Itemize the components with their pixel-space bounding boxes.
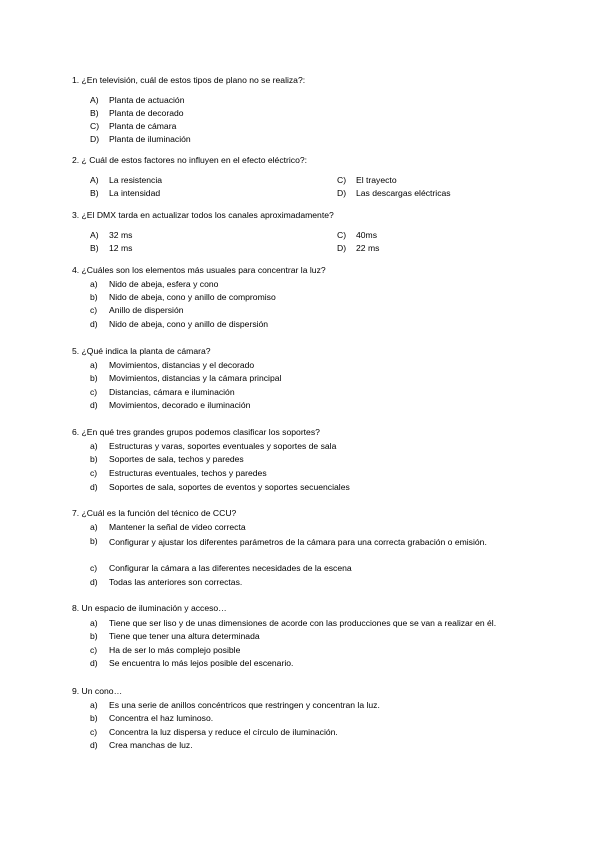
- option-letter: a): [90, 441, 98, 451]
- option-letter: b): [90, 292, 98, 302]
- option-letter: a): [90, 700, 98, 710]
- q1-option-c: [90, 121, 176, 132]
- option-text: Las descargas eléctricas: [356, 188, 451, 198]
- q4-option-a: [90, 279, 218, 290]
- option-text: Estructuras eventuales, techos y paredes: [109, 468, 267, 478]
- option-text: Nido de abeja, cono y anillo de compromiso: [109, 292, 276, 302]
- q2-option-c: [337, 175, 397, 186]
- option-letter: c): [90, 727, 98, 737]
- option-letter: a): [90, 279, 98, 289]
- q4-option-d: [90, 319, 268, 330]
- q8-option-c: [90, 645, 240, 656]
- option-letter: c): [90, 563, 98, 573]
- q2-option-d: [337, 188, 451, 199]
- option-text: La intensidad: [109, 188, 161, 198]
- q9-option-a: [90, 700, 380, 711]
- question-6-text: 6. ¿En qué tres grandes grupos podemos clasificar los soportes?: [72, 427, 320, 437]
- option-letter: C): [337, 230, 347, 240]
- option-text: 22 ms: [356, 243, 380, 253]
- option-text: Tiene que ser liso y de unas dimensiones de acorde con las producciones que se van a realizar en él.: [109, 618, 497, 628]
- option-text: Es una serie de anillos concéntricos que restringen y concentran la luz.: [109, 700, 380, 710]
- option-text: Movimientos, distancias y el decorado: [109, 360, 255, 370]
- question-9-text: 9. Un cono…: [72, 686, 123, 696]
- option-letter: C): [90, 121, 100, 131]
- option-text: Configurar la cámara a las diferentes necesidades de la escena: [109, 563, 352, 573]
- option-letter: a): [90, 522, 98, 532]
- option-text: Concentra el haz luminoso.: [109, 713, 214, 723]
- option-text: 40ms: [356, 230, 378, 240]
- q2-option-b: [90, 188, 160, 199]
- q5-option-a: [90, 360, 254, 371]
- q9-option-d: [90, 740, 193, 751]
- q7-option-c: [90, 563, 352, 574]
- q3-option-c: [337, 230, 377, 241]
- q8-option-a: [90, 618, 496, 629]
- option-text: La resistencia: [109, 175, 163, 185]
- option-text: Movimientos, distancias y la cámara principal: [109, 373, 282, 383]
- option-letter: D): [337, 188, 347, 198]
- option-letter: b): [90, 536, 98, 546]
- q7-option-d: [90, 577, 242, 588]
- option-text: Anillo de dispersión: [109, 305, 184, 315]
- question-3-text: 3. ¿El DMX tarda en actualizar todos los canales aproximadamente?: [72, 210, 334, 220]
- question-8-text: 8. Un espacio de iluminación y acceso…: [72, 603, 227, 613]
- option-letter: d): [90, 319, 98, 329]
- option-letter: b): [90, 454, 98, 464]
- q7-option-b: [90, 536, 520, 549]
- option-letter: B): [90, 108, 99, 118]
- option-letter: B): [90, 243, 99, 253]
- q3-option-a: [90, 230, 132, 241]
- option-text: Se encuentra lo más lejos posible del escenario.: [109, 658, 294, 668]
- option-letter: d): [90, 740, 98, 750]
- option-letter: A): [90, 175, 99, 185]
- q4-option-c: [90, 305, 184, 316]
- option-letter: b): [90, 713, 98, 723]
- option-text: Distancias, cámara e iluminación: [109, 387, 235, 397]
- q1-option-d: [90, 134, 191, 145]
- q8-option-d: [90, 658, 293, 669]
- option-text: Soportes de sala, soportes de eventos y soportes secuenciales: [109, 482, 350, 492]
- option-letter: b): [90, 373, 98, 383]
- q2-option-a: [90, 175, 162, 186]
- option-text: Planta de cámara: [109, 121, 177, 131]
- question-1-text: 1. ¿En televisión, cuál de estos tipos de plano no se realiza?:: [72, 75, 306, 85]
- option-letter: d): [90, 658, 98, 668]
- q6-option-a: [90, 441, 336, 452]
- option-text: El trayecto: [356, 175, 397, 185]
- option-text: Planta de iluminación: [109, 134, 191, 144]
- option-text: Estructuras y varas, soportes eventuales y soportes de sala: [109, 441, 337, 451]
- option-letter: C): [337, 175, 347, 185]
- option-text: Movimientos, decorado e iluminación: [109, 400, 251, 410]
- option-letter: B): [90, 188, 99, 198]
- question-5-text: 5. ¿Qué indica la planta de cámara?: [72, 346, 211, 356]
- option-letter: c): [90, 468, 98, 478]
- option-text: Soportes de sala, techos y paredes: [109, 454, 244, 464]
- option-text: Concentra la luz dispersa y reduce el círculo de iluminación.: [109, 727, 338, 737]
- option-text: 32 ms: [109, 230, 133, 240]
- option-letter: A): [90, 230, 99, 240]
- option-letter: c): [90, 387, 98, 397]
- option-text: Planta de actuación: [109, 95, 185, 105]
- q5-option-b: [90, 373, 281, 384]
- q5-option-c: [90, 387, 235, 398]
- q6-option-d: [90, 482, 350, 493]
- option-text: Planta de decorado: [109, 108, 184, 118]
- option-text: Tiene que tener una altura determinada: [109, 631, 260, 641]
- option-letter: d): [90, 400, 98, 410]
- option-letter: A): [90, 95, 99, 105]
- question-2-text: 2. ¿ Cuál de estos factores no influyen en el efecto eléctrico?:: [72, 155, 308, 165]
- option-text: 12 ms: [109, 243, 133, 253]
- q1-option-b: [90, 108, 184, 119]
- option-letter: D): [90, 134, 100, 144]
- q3-option-d: [337, 243, 379, 254]
- option-letter: a): [90, 618, 98, 628]
- q9-option-c: [90, 727, 338, 738]
- option-letter: D): [337, 243, 347, 253]
- q6-option-c: [90, 468, 267, 479]
- option-letter: d): [90, 482, 98, 492]
- option-text: Todas las anteriores son correctas.: [109, 577, 243, 587]
- q4-option-b: [90, 292, 276, 303]
- option-text: Nido de abeja, esfera y cono: [109, 279, 219, 289]
- q9-option-b: [90, 713, 213, 724]
- question-7-text: 7. ¿Cuál es la función del técnico de CCU?: [72, 508, 237, 518]
- option-letter: a): [90, 360, 98, 370]
- option-letter: c): [90, 645, 98, 655]
- q3-option-b: [90, 243, 132, 254]
- option-letter: b): [90, 631, 98, 641]
- option-letter: c): [90, 305, 98, 315]
- option-text: Nido de abeja, cono y anillo de dispersión: [109, 319, 269, 329]
- q6-option-b: [90, 454, 244, 465]
- option-text: Configurar y ajustar los diferentes parámetros de la cámara para una correcta grabación o emisión.: [109, 537, 487, 547]
- option-text: Ha de ser lo más complejo posible: [109, 645, 241, 655]
- option-letter: d): [90, 577, 98, 587]
- question-4-text: 4. ¿Cuáles son los elementos más usuales para concentrar la luz?: [72, 265, 326, 275]
- q7-option-a: [90, 522, 246, 533]
- q5-option-d: [90, 400, 250, 411]
- option-text: Mantener la señal de video correcta: [109, 522, 246, 532]
- q1-option-a: [90, 95, 185, 106]
- option-text: Crea manchas de luz.: [109, 740, 193, 750]
- q8-option-b: [90, 631, 260, 642]
